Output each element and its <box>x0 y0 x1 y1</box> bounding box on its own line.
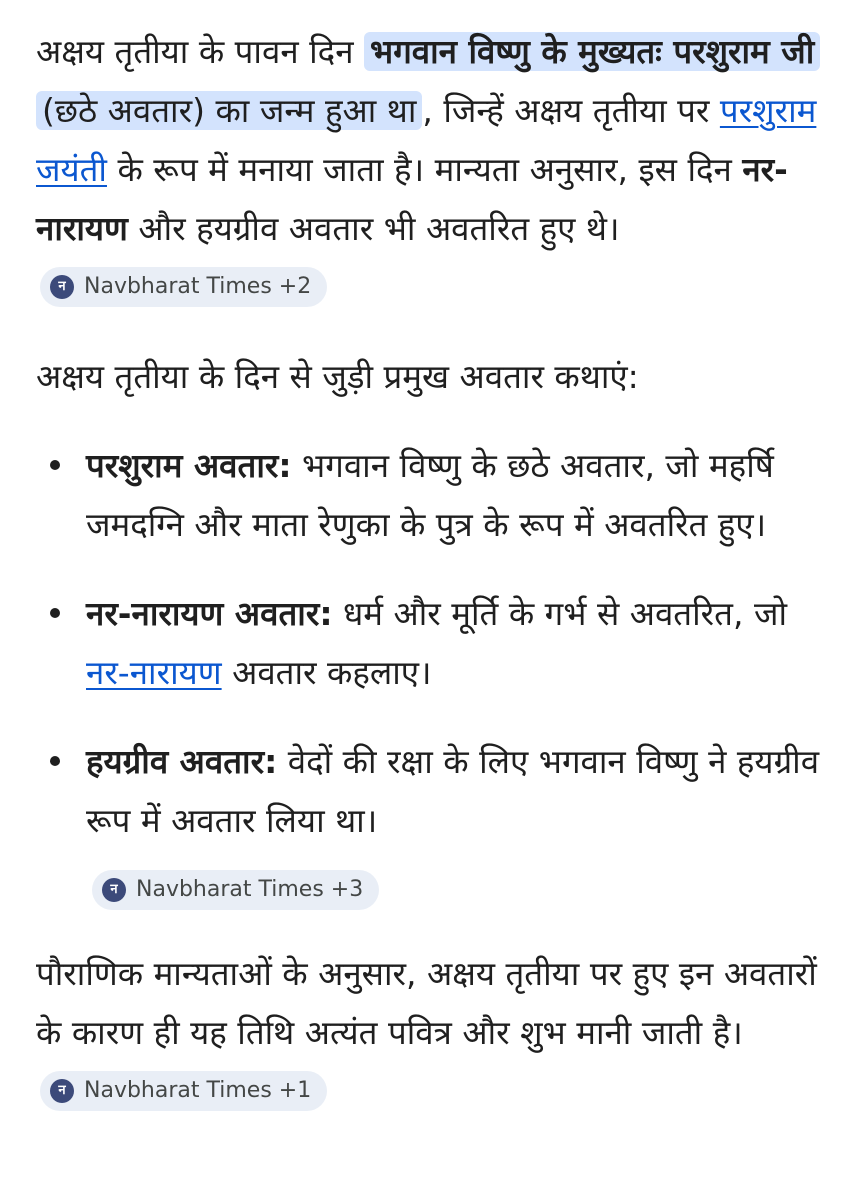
intro-text-4: और हयग्रीव अवतार भी अवतरित हुए थे। <box>127 209 620 248</box>
list-source-row <box>36 858 823 914</box>
source-chip-navbharat-3[interactable] <box>92 870 379 910</box>
navbharat-logo-icon: न <box>102 878 126 902</box>
bullet-icon <box>50 756 60 766</box>
list-item <box>36 584 823 702</box>
intro-text-3: के रूप में मनाया जाता है। मान्यता अनुसार, इस दिन <box>106 150 743 189</box>
list-intro-paragraph: अक्षय तृतीया के दिन से जुड़ी प्रमुख अवतार कथाएं: <box>36 357 639 396</box>
list-item-text: वेदों की रक्षा के लिए भगवान विष्णु ने हयग्रीव रूप में अवतार लिया था। <box>86 742 820 840</box>
nar-narayan-link[interactable]: नर-नारायण <box>86 653 222 692</box>
navbharat-logo-icon: न <box>50 275 74 299</box>
conclusion-paragraph <box>36 944 823 1121</box>
parshuram-jayanti-link[interactable]: परशुराम जयंती <box>36 91 817 189</box>
list-item-text: भगवान विष्णु के छठे अवतार, जो महर्षि जमदग्नि और माता रेणुका के पुत्र के रूप में अवतरित हुए। <box>86 446 774 544</box>
bullet-icon <box>50 460 60 470</box>
intro-text-2: , जिन्हें अक्षय तृतीया पर <box>422 91 720 130</box>
bullet-icon <box>50 608 60 618</box>
list-item-text-after: अवतार कहलाए। <box>221 653 432 692</box>
list-item-text: धर्म और मूर्ति के गर्भ से अवतरित, जो <box>332 594 787 633</box>
highlight-bold-text: भगवान विष्णु के मुख्यतः परशुराम जी <box>370 32 815 71</box>
source-chip-navbharat-1-final[interactable] <box>40 1071 327 1111</box>
highlight-normal-text: (छठे अवतार) का जन्म हुआ था <box>42 91 417 130</box>
avatar-list <box>36 436 823 850</box>
intro-text-1: अक्षय तृतीया के पावन दिन <box>36 32 364 71</box>
list-item-title: परशुराम अवतार: <box>86 446 292 485</box>
intro-paragraph <box>36 22 823 317</box>
source-chip-label: Navbharat Times +2 <box>84 273 312 299</box>
nar-narayan-bold: नर-नारायण <box>36 150 788 248</box>
list-item <box>36 732 823 850</box>
conclusion-text: पौराणिक मान्यताओं के अनुसार, अक्षय तृतीया पर हुए इन अवतारों के कारण ही यह तिथि अत्यंत पवित्र और शुभ मानी जाती है। <box>36 954 817 1052</box>
list-item-title: नर-नारायण अवतार: <box>86 594 333 633</box>
source-chip-label: Navbharat Times +3 <box>136 876 364 902</box>
list-item <box>36 436 823 554</box>
list-item-title: हयग्रीव अवतार: <box>86 742 278 781</box>
source-chip-label: Navbharat Times +1 <box>84 1077 312 1103</box>
navbharat-logo-icon: न <box>50 1079 74 1103</box>
source-chip-navbharat-1[interactable] <box>40 267 327 307</box>
